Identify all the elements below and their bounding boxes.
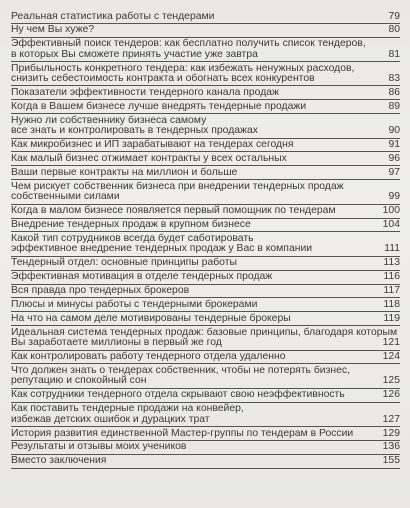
- toc-entry-title-line: Как контролировать работу тендерного отдела удаленно: [11, 351, 286, 363]
- toc-entry-title-line: Когда в Вашем бизнесе лучше внедрять тендерные продажи: [11, 100, 307, 112]
- toc-page-number: 79: [388, 10, 400, 22]
- toc-entry-title-line: Ваши первые контракты на миллион и больше: [11, 166, 238, 178]
- toc-page-number: 99: [388, 191, 400, 203]
- toc-entry-last-line: [11, 192, 400, 202]
- toc-entry-last-line: [11, 25, 400, 35]
- toc-entry-last-line: [11, 272, 400, 282]
- toc-entry-title-line: Внедрение тендерных продаж в крупном бизнесе: [11, 219, 251, 230]
- toc-entry-title-line: собственными силами: [11, 191, 120, 203]
- toc-page-number: 117: [383, 285, 400, 297]
- toc-entry: [11, 152, 400, 166]
- toc-entry: [11, 455, 400, 469]
- toc-entry: [11, 86, 400, 100]
- toc-entry-last-line: [11, 154, 400, 164]
- toc-entry-title-line: Прибыльность конкретного тендера: как избежать ненужных расходов,: [11, 62, 355, 74]
- toc-entry: [11, 219, 400, 233]
- toc-page-number: 136: [382, 441, 400, 453]
- toc-entry-title-line: Вместо заключения: [11, 455, 107, 467]
- toc-entry: [11, 180, 400, 204]
- toc-entry-last-line: [11, 286, 400, 296]
- toc-page-number: 155: [382, 455, 400, 467]
- toc-entry: [11, 38, 400, 62]
- toc-page-number: 121: [382, 337, 400, 349]
- toc-entry-last-line: [11, 206, 400, 216]
- toc-page-number: 127: [382, 413, 400, 425]
- toc-page-number: 97: [388, 166, 400, 178]
- toc-page-number: 91: [388, 139, 400, 151]
- toc-entry: [11, 312, 400, 326]
- toc-entry: [11, 257, 400, 271]
- toc-entry-title-line: Тендерный отдел: основные принципы работы: [11, 257, 237, 269]
- toc-entry-title-line: снизить себестоимость контракта и обогнать всех конкурентов: [11, 73, 315, 85]
- toc-entry-title-line: Вы заработаете миллионы в первый же год: [11, 337, 222, 349]
- toc-entry: [11, 441, 400, 455]
- toc-page-number: 125: [382, 375, 400, 387]
- toc-entry-last-line: [11, 126, 400, 136]
- toc-entry: [11, 427, 400, 441]
- toc-entry-title-line: все знать и контролировать в тендерных продажах: [11, 125, 258, 137]
- toc-entry-title-line: Эффективный поиск тендеров: как бесплатно получить список тендеров,: [11, 38, 366, 50]
- toc-entry-title-line: Когда в малом бизнесе появляется первый помощник по тендерам: [11, 205, 336, 217]
- toc-entry-title-line: репутацию и спокойный сон: [11, 375, 147, 387]
- toc-entry-last-line: [11, 102, 400, 112]
- toc-page-number: 100: [382, 205, 400, 217]
- toc-entry: [11, 285, 400, 299]
- toc-entry-last-line: [11, 376, 400, 386]
- toc-entry-last-line: [11, 88, 400, 98]
- toc-entry-title-line: Как поставить тендерные продажи на конвейер,: [11, 403, 244, 415]
- toc-page-number: 118: [383, 298, 400, 310]
- toc-entry-last-line: [11, 74, 400, 84]
- toc-entry: [11, 114, 400, 138]
- toc-entry-title-line: Что должен знать о тендерах собственник, чтобы не потерять бизнес,: [11, 364, 350, 376]
- toc-entry-title-line: Нужно ли собственнику бизнеса самому: [11, 114, 207, 126]
- toc-page-number: 90: [388, 125, 400, 137]
- toc-entry-title-line: Как малый бизнес отжимает контракты у всех остальных: [11, 152, 287, 164]
- toc-entry: [11, 403, 400, 427]
- toc-entry-last-line: [11, 442, 400, 452]
- toc-entry-last-line: [11, 140, 400, 150]
- toc-page-number: 86: [388, 86, 400, 98]
- toc-list: [11, 10, 400, 469]
- toc-page-number: 83: [388, 73, 400, 85]
- toc-page-number: 119: [383, 312, 400, 324]
- toc-page-number: 89: [388, 100, 400, 112]
- toc-entry-title-line: Результаты и отзывы моих учеников: [11, 441, 187, 453]
- toc-entry-last-line: [11, 258, 400, 268]
- toc-entry-title-line: История развития единственной Мастер-группы по тендерам в России: [11, 427, 354, 439]
- toc-entry-last-line: [11, 50, 400, 60]
- toc-page-number: 81: [388, 48, 400, 60]
- toc-entry-title-line: в которых Вы сможете принять участие уже завтра: [11, 48, 258, 60]
- toc-entry: [11, 232, 400, 256]
- toc-entry: [11, 326, 400, 350]
- toc-entry: [11, 166, 400, 180]
- toc-entry: [11, 271, 400, 285]
- toc-entry-title-line: Показатели эффективности тендерного канала продаж: [11, 86, 279, 98]
- toc-entry-title-line: Эффективная мотивация в отделе тендерных продаж: [11, 271, 273, 283]
- toc-entry: [11, 205, 400, 219]
- toc-page-number: 111: [384, 243, 400, 255]
- toc-entry: [11, 100, 400, 114]
- toc-entry-last-line: [11, 244, 400, 254]
- toc-page-number: 104: [382, 219, 400, 230]
- toc-page-number: 129: [382, 427, 400, 439]
- toc-entry: [11, 364, 400, 388]
- toc-entry: [11, 24, 400, 38]
- toc-entry-title-line: Идеальная система тендерных продаж: базовые принципы, благодаря которым: [11, 326, 398, 338]
- toc-entry-last-line: [11, 429, 400, 439]
- toc-entry-title-line: Вся правда про тендерных брокеров: [11, 285, 190, 297]
- toc-entry-title-line: Реальная статистика работы с тендерами: [11, 10, 215, 22]
- toc-entry-last-line: [11, 314, 400, 324]
- toc-page-number: 80: [388, 24, 400, 36]
- entry-underline-divider: [11, 468, 400, 469]
- toc-entry-title-line: Как микробизнес и ИП зарабатывают на тендерах сегодня: [11, 139, 294, 151]
- toc-page-number: 124: [382, 351, 400, 363]
- toc-entry-last-line: [11, 220, 400, 230]
- toc-entry-title-line: Ну чем Вы хуже?: [11, 24, 95, 36]
- toc-page-number: 126: [382, 389, 400, 401]
- toc-page-number: 116: [383, 271, 400, 283]
- toc-entry-last-line: [11, 300, 400, 310]
- toc-entry: [11, 351, 400, 365]
- toc-entry-last-line: [11, 456, 400, 466]
- toc-entry-title-line: эффективное внедрение тендерных продаж у Вас в компании: [11, 243, 313, 255]
- toc-entry-title-line: На что на самом деле мотивированы тендерные брокеры: [11, 312, 291, 324]
- toc-entry-last-line: [11, 415, 400, 425]
- toc-entry-title-line: Какой тип сотрудников всегда будет саботировать: [11, 232, 254, 244]
- toc-entry-last-line: [11, 12, 400, 22]
- toc-page-number: 96: [388, 152, 400, 164]
- toc-entry: [11, 139, 400, 153]
- toc-entry-title-line: Чем рискует собственник бизнеса при внедрении тендерных продаж: [11, 180, 344, 192]
- toc-entry-last-line: [11, 338, 400, 348]
- toc-entry-last-line: [11, 168, 400, 178]
- toc-entry-last-line: [11, 352, 400, 362]
- toc-entry: [11, 298, 400, 312]
- toc-entry: [11, 62, 400, 86]
- toc-entry: [11, 10, 400, 24]
- toc-entry-last-line: [11, 390, 400, 400]
- toc-entry-title-line: Как сотрудники тендерного отдела скрывают свою неэффективность: [11, 389, 345, 401]
- toc-page-number: 113: [383, 257, 400, 269]
- toc-entry-title-line: Плюсы и минусы работы с тендерными брокерами: [11, 298, 258, 310]
- toc-entry: [11, 389, 400, 403]
- toc-entry-title-line: избежав детских ошибок и дурацких трат: [11, 413, 210, 425]
